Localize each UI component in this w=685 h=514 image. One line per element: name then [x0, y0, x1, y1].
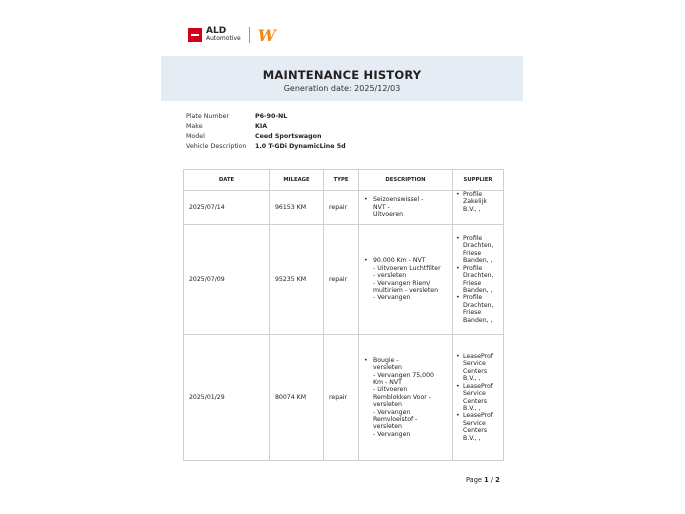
info-value: KIA [255, 123, 268, 130]
supplier-item: • LeaseProf Service Centers B.V., , [453, 383, 503, 413]
logo-brand: ALD [206, 26, 227, 36]
cell-type: repair [324, 225, 359, 335]
table-header-row [184, 170, 504, 191]
vehicle-info-row [186, 133, 346, 143]
description-item: • 90.000 Km - NVT - Uitvoeren Luchtfilter - versleten - Vervangen Riem/ multiriem - versleten - Vervangen [359, 257, 452, 301]
description-item: • Seizoenswissel - NVT - Uitvoeren [359, 196, 452, 218]
table-row [184, 335, 504, 461]
cell-mileage: 96153 KM [270, 191, 324, 225]
cell-type: repair [324, 335, 359, 461]
col-header-supplier: SUPPLIER [453, 170, 504, 191]
page-number [466, 476, 500, 484]
vehicle-info-row [186, 123, 346, 133]
maintenance-table [183, 169, 504, 461]
supplier-item: • LeaseProf Service Centers B.V., , [453, 412, 503, 442]
col-header-type: TYPE [324, 170, 359, 191]
supplier-item: • LeaseProf Service Centers B.V., , [453, 353, 503, 383]
page-prefix: Page [466, 476, 485, 484]
cell-supplier [453, 191, 504, 225]
ald-logo-icon [188, 28, 202, 42]
info-label: Plate Number [186, 113, 230, 120]
info-label: Make [186, 123, 203, 130]
page-title: MAINTENANCE HISTORY [262, 68, 422, 82]
partner-logo-icon: W [257, 25, 276, 45]
cell-date: 2025/07/09 [184, 225, 270, 335]
cell-mileage: 80074 KM [270, 335, 324, 461]
cell-supplier [453, 335, 504, 461]
logo-sub: Automotive [206, 35, 241, 42]
logo-divider [249, 27, 250, 43]
info-label: Vehicle Description [186, 143, 247, 150]
col-header-description: DESCRIPTION [359, 170, 453, 191]
cell-supplier [453, 225, 504, 335]
header-banner [161, 56, 523, 101]
cell-date: 2025/01/29 [184, 335, 270, 461]
supplier-item: • Profile Drachten, Friese Banden, , [453, 265, 503, 295]
vehicle-info [186, 113, 346, 153]
description-item: • Bougie - versleten - Vervangen 75,000 Km - NVT - Uitvoeren Remblokken Voor - versleten - Vervangen Remvloeistof - versleten - Vervangen [359, 357, 452, 438]
table-row [184, 191, 504, 225]
info-value: P6-90-NL [255, 113, 288, 120]
cell-type: repair [324, 191, 359, 225]
cell-description [359, 225, 453, 335]
cell-date: 2025/07/14 [184, 191, 270, 225]
page-sep: / [488, 476, 496, 484]
cell-mileage: 95235 KM [270, 225, 324, 335]
cell-description [359, 191, 453, 225]
info-label: Model [186, 133, 205, 140]
vehicle-info-row [186, 113, 346, 123]
page-total: 2 [495, 476, 500, 484]
col-header-mileage: MILEAGE [270, 170, 324, 191]
info-value: Ceed Sportswagon [255, 133, 322, 140]
vehicle-info-row [186, 143, 346, 153]
info-value: 1.0 T-GDi DynamicLine 5d [255, 143, 346, 150]
supplier-item: • Profile Drachten, Friese Banden, , [453, 294, 503, 324]
table-row [184, 225, 504, 335]
ald-automotive-logo [188, 26, 276, 44]
supplier-item: • Profile Zakelijk B.V., , [453, 191, 503, 213]
col-header-date: DATE [184, 170, 270, 191]
supplier-item: • Profile Drachten, Friese Banden, , [453, 235, 503, 265]
cell-description [359, 335, 453, 461]
page-current: 1 [484, 476, 489, 484]
generation-date: Generation date: 2025/12/03 [283, 84, 401, 93]
